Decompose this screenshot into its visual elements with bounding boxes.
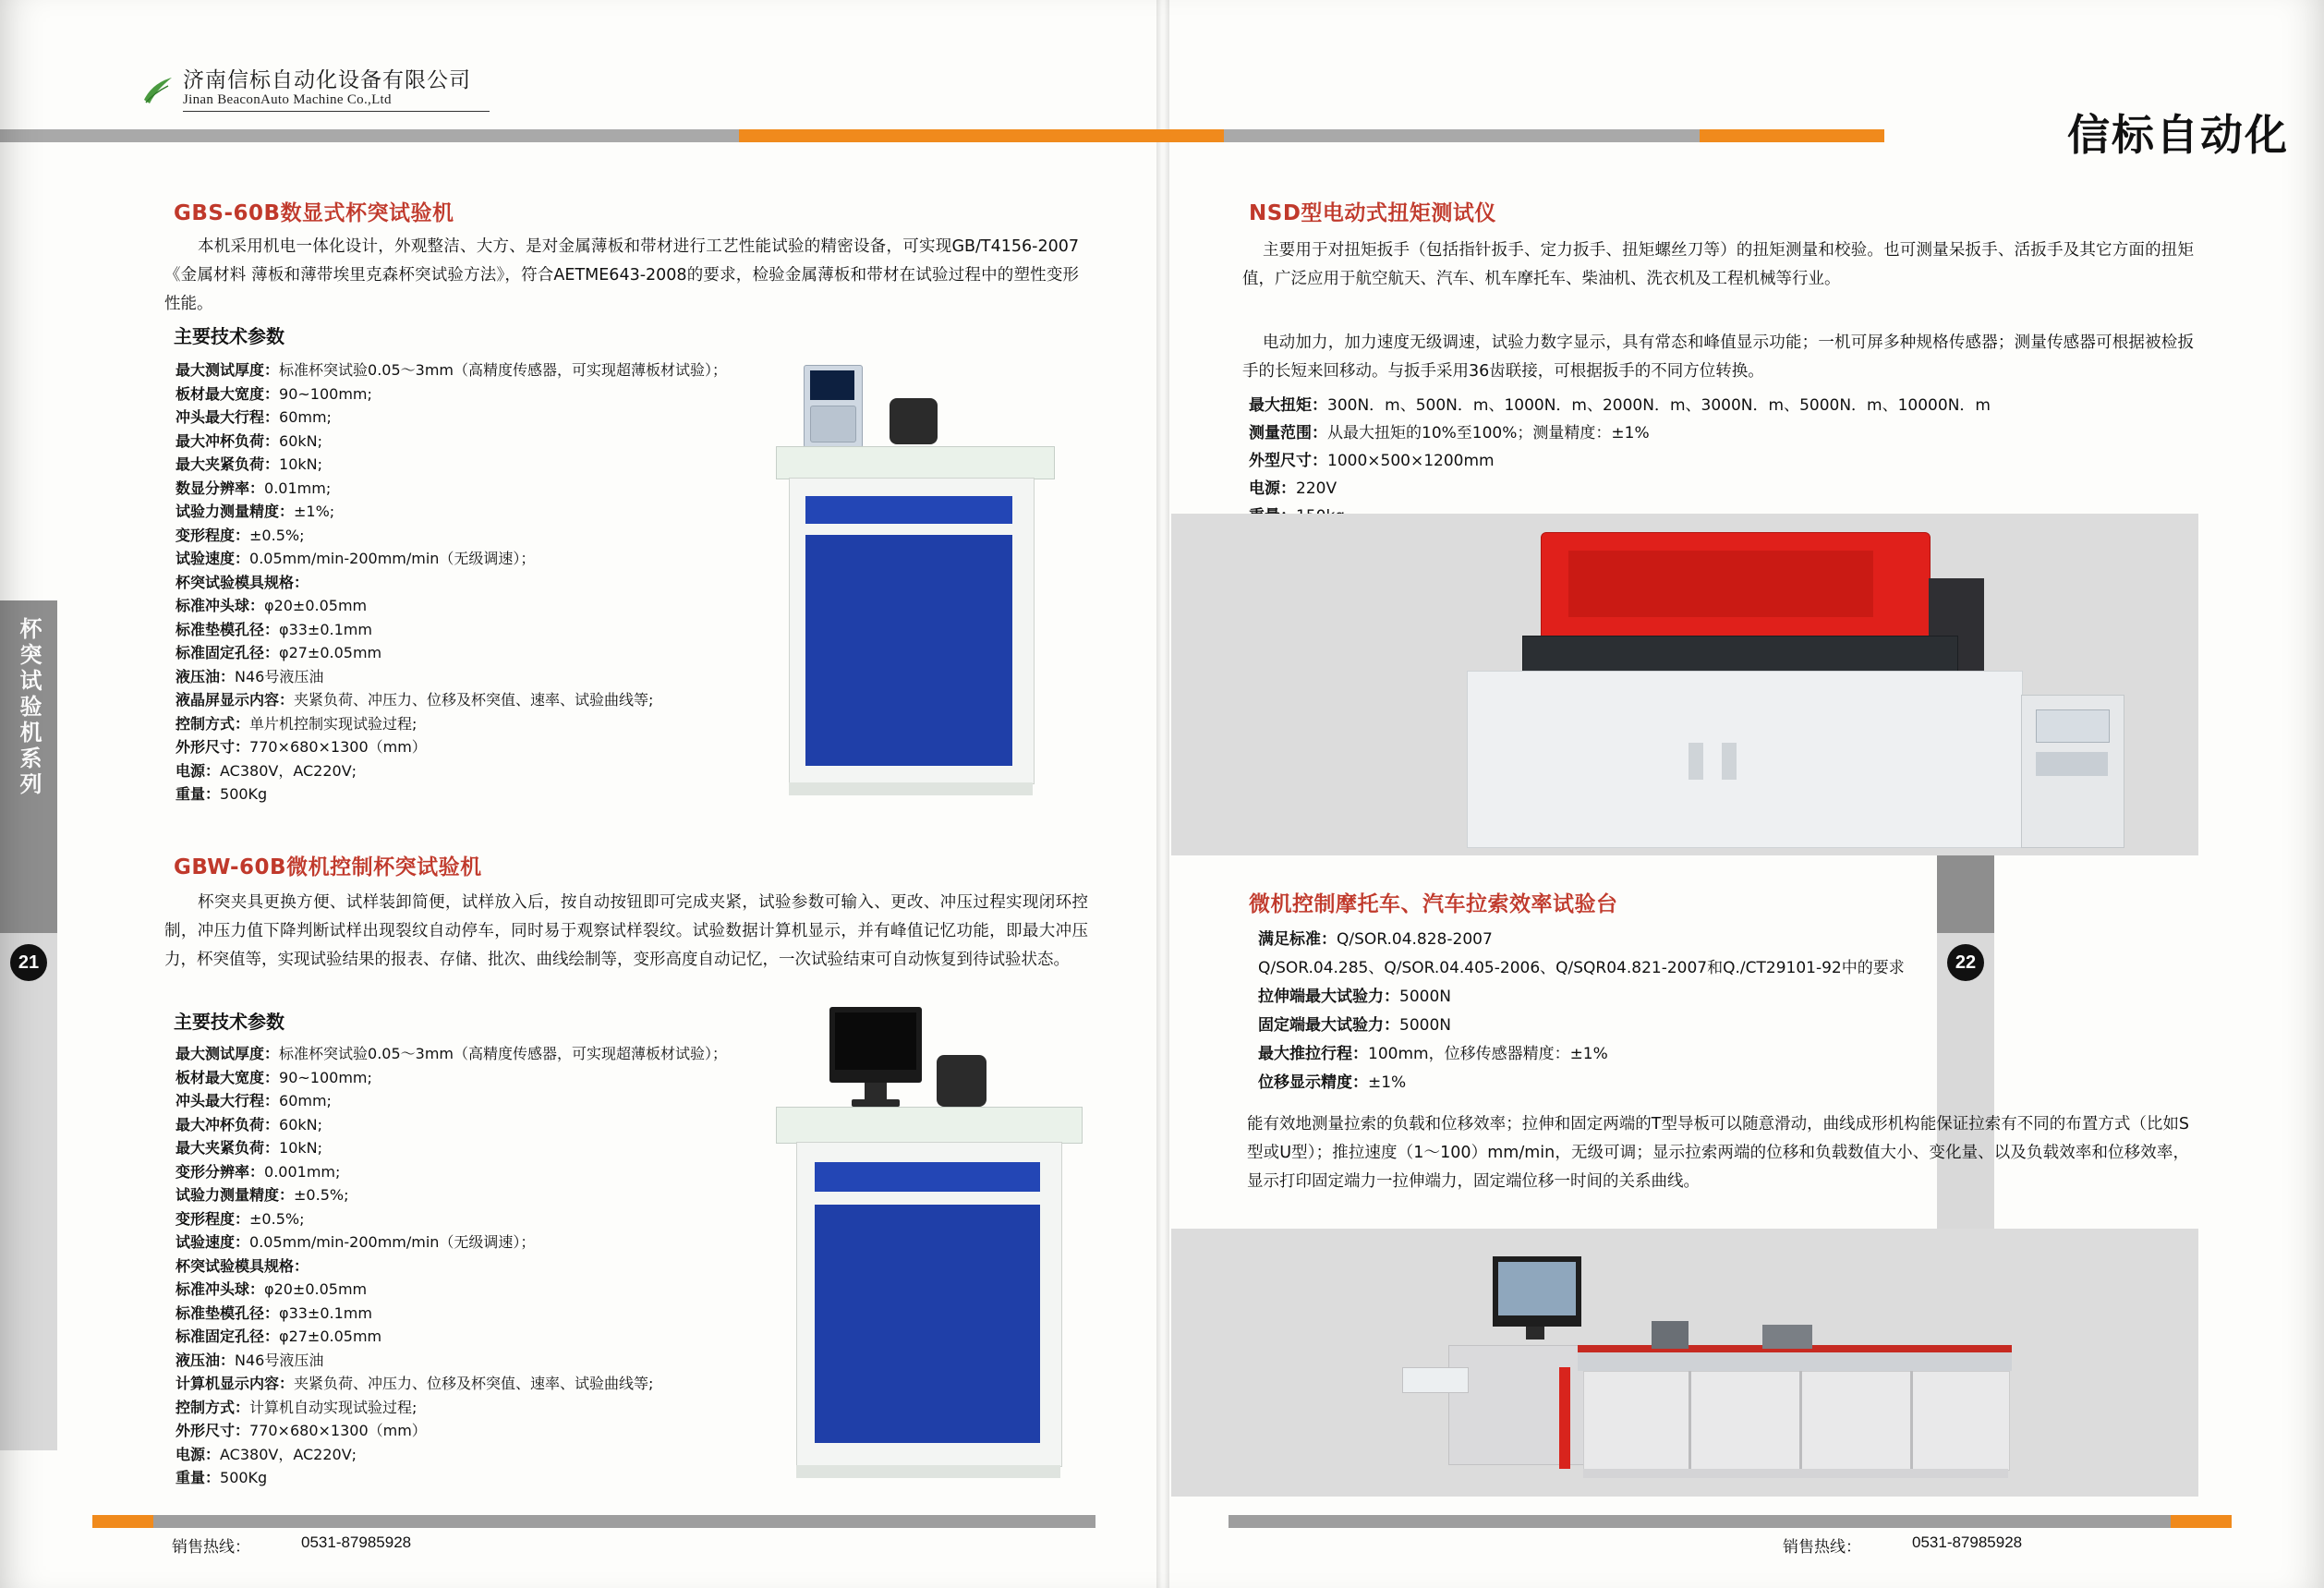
spec-item: 标准固定孔径：φ27±0.05mm xyxy=(176,1327,382,1345)
company-name-cn: 济南信标自动化设备有限公司 xyxy=(183,68,471,92)
bench-slider-left xyxy=(1652,1321,1689,1349)
spec-item: 计算机显示内容：夹紧负荷、冲压力、位移及杯突值、速率、试验曲线等; xyxy=(176,1375,654,1392)
machine-rail xyxy=(1522,636,1958,673)
spec-item: 控制方式：计算机自动实现试验过程; xyxy=(176,1398,418,1416)
monitor-stand xyxy=(865,1083,887,1101)
footer-bar-grey-right xyxy=(1229,1515,2171,1528)
header-bar-orange-left xyxy=(739,129,1224,142)
spec-item: 数显分辨率：0.01mm; xyxy=(176,479,332,497)
bench-base xyxy=(1583,1469,2008,1478)
control-screen xyxy=(810,370,854,400)
bench-keyboard xyxy=(1402,1367,1469,1393)
logo-icon xyxy=(139,72,176,109)
spec-item: 冲头最大行程：60mm; xyxy=(176,408,332,426)
footer-bar-orange-right xyxy=(2171,1515,2232,1528)
spec-list-cable-bench xyxy=(1258,926,2191,1097)
bench-divider-1 xyxy=(1689,1371,1691,1469)
spec-item: 变形程度：±0.5%; xyxy=(176,1209,305,1228)
params-title-2: 主要技术参数 xyxy=(174,1011,284,1033)
section-para-cable-bench: 能有效地测量拉索的负载和位移效率；拉伸和固定两端的T型导板可以随意滑动，曲线成形机构能保证拉索有不同的布置方式（比如S型或U型）；推拉速度（1～100）mm/min，无级可调；显示拉索两端的位移和负载数值大小、变化量、以及负载效率和位移效率，显示打印固定端力一拉伸端力，固定端位移一时间的关系曲线。 xyxy=(1247,1115,2189,1191)
spec-item: 液压油：N46号液压油 xyxy=(176,667,324,685)
spec-item: Q/SOR.04.285、Q/SOR.04.405-2006、Q/SQR04.821-2007和Q./CT29101-92中的要求 xyxy=(1258,959,1905,977)
door-handle-left xyxy=(1689,743,1703,780)
section-intro-gbw60b: 杯突夹具更换方便、试样装卸简便，试样放入后，按自动按钮即可完成夹紧，试验参数可输入、更改、冲压过程实现闭环控制，冲压力值下降判断试样出现裂纹自动停车，同时易于观察试样裂纹。试验数据计算机显示，并有峰值记忆功能，即最大冲压力，杯突值等，实现试验结果的报表、存储、批次、曲线绘制等，变形高度自动记忆，一次试验结束可自动恢复到待试验状态。 xyxy=(164,893,1088,969)
footer-label-left: 销售热线： xyxy=(172,1538,250,1557)
red-cover-window xyxy=(1568,551,1873,617)
product-photo-bench xyxy=(1171,1229,2198,1497)
machine-base xyxy=(789,782,1033,795)
footer-bar-orange-left xyxy=(92,1515,153,1528)
params-title-1: 主要技术参数 xyxy=(174,325,284,347)
spec-item: 最大夹紧负荷：10kN; xyxy=(176,455,322,473)
spec-item: 液压油：N46号液压油 xyxy=(176,1351,324,1369)
section-title-gbs60b: GBS-60B数显式杯突试验机 xyxy=(174,201,454,225)
spec-item: 变形程度：±0.5%; xyxy=(176,526,305,544)
cabinet-upper-panel xyxy=(815,1162,1040,1192)
footer-bar-grey-left xyxy=(153,1515,1095,1528)
keypad xyxy=(810,406,856,442)
page-number-left: 21 xyxy=(10,944,47,981)
spec-item: 电源：AC380V，AC220V; xyxy=(176,1445,357,1463)
spec-item: 电源：AC380V，AC220V; xyxy=(176,761,357,780)
bench-cable-red xyxy=(1559,1367,1570,1469)
spec-item: 板材最大宽度：90~100mm; xyxy=(176,384,372,403)
product-photo-gbs60b xyxy=(776,365,1090,808)
bench-slider-right xyxy=(1762,1325,1812,1349)
spec-item: 标准冲头球：φ20±0.05mm xyxy=(176,597,368,614)
spec-item: 最大测试厚度：标准杯突试验0.05～3mm（高精度传感器，可实现超薄板材试验）； xyxy=(176,361,727,379)
spec-item: 最大冲杯负荷：60kN; xyxy=(176,431,322,450)
page-spine xyxy=(1156,0,1169,1588)
spec-item: 变形分辨率：0.001mm; xyxy=(176,1162,341,1181)
machine-body xyxy=(1467,671,2023,848)
spec-item: 试验速度：0.05mm/min-200mm/min（无级调速）； xyxy=(176,550,536,567)
spec-item: 固定端最大试验力：5000N xyxy=(1258,1016,1451,1035)
header-bar-grey-right xyxy=(1224,129,1700,142)
sidebar-tab-left-label: 杯突试验机系列 xyxy=(16,617,42,798)
section-title-gbw60b: GBW-60B微机控制杯突试验机 xyxy=(174,855,482,879)
spec-item: 满足标准：Q/SOR.04.828-2007 xyxy=(1258,930,1493,949)
spec-item: 测量范围：从最大扭矩的10%至100%；测量精度：±1% xyxy=(1249,424,1650,442)
spec-item: 拉伸端最大试验力：5000N xyxy=(1258,988,1451,1006)
spec-item: 杯突试验模具规格： xyxy=(176,573,309,591)
section-para-nsd-1: 主要用于对扭矩扳手（包括指针扳手、定力扳手、扭矩螺丝刀等）的扭矩测量和校验。也可测量呆扳手、活扳手及其它方面的扭矩值，广泛应用于航空航天、汽车、机车摩托车、柴油机、洗衣机及工程机械等行业。 xyxy=(1242,241,2194,288)
spec-item: 杯突试验模具规格： xyxy=(176,1256,309,1275)
spec-item: 试验速度：0.05mm/min-200mm/min（无级调速）； xyxy=(176,1233,536,1251)
spec-item: 试验力测量精度：±0.5%; xyxy=(176,1186,349,1204)
spec-item: 冲头最大行程：60mm; xyxy=(176,1092,332,1109)
spec-item: 最大推拉行程：100mm，位移传感器精度：±1% xyxy=(1258,1045,1608,1063)
spec-item: 电源：220V xyxy=(1249,479,1338,498)
spec-item: 标准垫模孔径：φ33±0.1mm xyxy=(176,620,372,638)
monitor-base xyxy=(852,1099,900,1107)
spec-item: 标准垫模孔径：φ33±0.1mm xyxy=(176,1303,372,1322)
header-bar-orange-right xyxy=(1700,129,1884,142)
cabinet-upper-panel xyxy=(805,496,1012,524)
spec-item: 试验力测量精度：±1%; xyxy=(176,503,335,520)
spec-item: 外形尺寸：770×680×1300（mm） xyxy=(176,738,427,756)
bench-tabletop xyxy=(1578,1351,2012,1371)
die-head xyxy=(890,398,938,444)
spec-item: 最大冲杯负荷：60kN; xyxy=(176,1115,322,1133)
machine-table xyxy=(776,446,1055,479)
spec-item: 重量：500Kg xyxy=(176,1469,268,1486)
spec-item: 标准固定孔径：φ27±0.05mm xyxy=(176,644,382,661)
footer-phone-left: 0531-87985928 xyxy=(301,1533,412,1551)
product-photo-nsd xyxy=(1171,514,2198,855)
spec-list-nsd xyxy=(1249,392,2182,530)
spec-item: 板材最大宽度：90~100mm; xyxy=(176,1068,372,1086)
machine-base xyxy=(796,1465,1060,1478)
cabinet-main-panel xyxy=(815,1205,1040,1443)
spec-item: 最大夹紧负荷：10kN; xyxy=(176,1139,322,1157)
company-logo-block xyxy=(139,63,527,118)
spec-item: 外型尺寸：1000×500×1200mm xyxy=(1249,452,1495,470)
footer-phone-right: 0531-87985928 xyxy=(1912,1533,2023,1551)
spec-item: 位移显示精度：±1% xyxy=(1258,1073,1407,1092)
spec-item: 液晶屏显示内容：夹紧负荷、冲压力、位移及杯突值、速率、试验曲线等; xyxy=(176,691,654,709)
section-title-nsd: NSD型电动式扭矩测试仪 xyxy=(1249,201,1496,225)
spec-item: 最大扭矩：300N．m、500N．m、1000N．m、2000N．m、3000N．m、5000N．m、10000N．m xyxy=(1249,396,1991,415)
bench-divider-3 xyxy=(1910,1371,1913,1469)
section-title-cable-bench: 微机控制摩托车、汽车拉索效率试验台 xyxy=(1249,892,1618,916)
spec-item: 控制方式：单片机控制实现试验过程; xyxy=(176,714,418,733)
brand-title: 信标自动化 xyxy=(2067,110,2289,160)
die-head xyxy=(937,1055,986,1107)
footer-label-right: 销售热线： xyxy=(1783,1538,1861,1557)
spec-item: 重量：500Kg xyxy=(176,785,268,803)
bench-divider-2 xyxy=(1799,1371,1802,1469)
machine-table xyxy=(776,1107,1083,1144)
monitor-screen xyxy=(835,1012,916,1070)
bench-monitor-stand xyxy=(1526,1327,1544,1339)
section-para-nsd-2: 电动加力，加力速度无级调速，试验力数字显示，具有常态和峰值显示功能；一机可屏多种规格传感器；测量传感器可根据被检扳手的长短来回移动。与扳手采用36齿联接，可根据扳手的不同方位转换。 xyxy=(1242,333,2194,381)
header-bar-grey-left xyxy=(0,129,739,142)
left-tab-tail xyxy=(0,933,57,1450)
page-number-right: 22 xyxy=(1947,944,1984,981)
product-photo-gbw60b xyxy=(776,1007,1108,1487)
spec-item: 外形尺寸：770×680×1300（mm） xyxy=(176,1422,427,1439)
company-name-en: Jinan BeaconAuto Machine Co.,Ltd xyxy=(183,92,490,112)
spec-item: 标准冲头球：φ20±0.05mm xyxy=(176,1280,368,1298)
cabinet-main-panel xyxy=(805,535,1012,766)
bench-frame xyxy=(1583,1371,2010,1471)
section-intro-gbs60b: 本机采用机电一体化设计，外观整洁、大方、是对金属薄板和带材进行工艺性能试验的精密设备，可实现GB/T4156-2007《金属材料 薄板和薄带埃里克森杯突试验方法》，符合AETME643-2008的要求，检验金属薄板和带材在试验过程中的塑性变形性能。 xyxy=(164,237,1079,313)
spec-item: 最大测试厚度：标准杯突试验0.05～3mm（高精度传感器，可实现超薄板材试验）； xyxy=(176,1045,727,1062)
console-display xyxy=(2036,709,2110,743)
console-keypad xyxy=(2036,752,2108,776)
sidebar-tab-left xyxy=(0,600,57,933)
door-handle-right xyxy=(1722,743,1737,780)
bench-monitor-screen xyxy=(1498,1262,1576,1315)
